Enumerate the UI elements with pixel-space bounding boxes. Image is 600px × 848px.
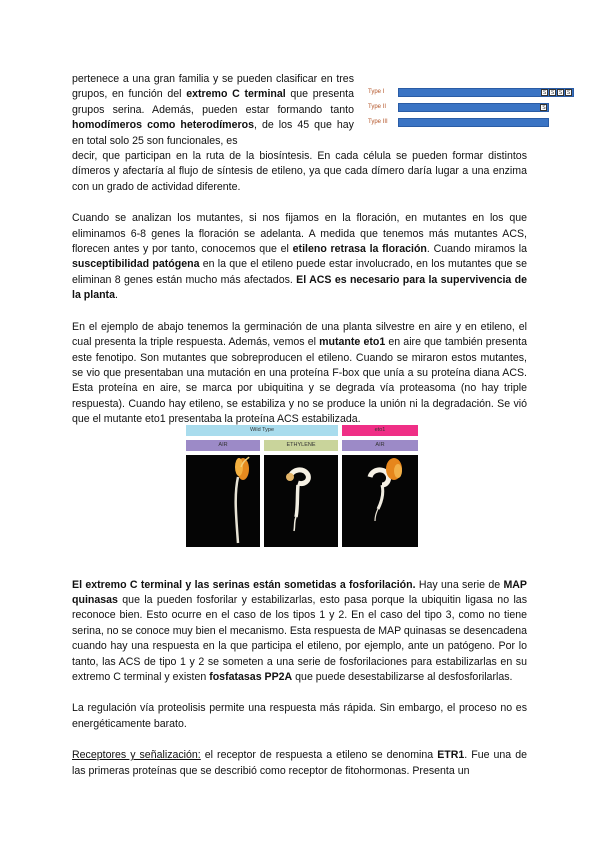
section-heading: Receptores y señalización: <box>72 749 201 762</box>
bold-text: fosfatasas PP2A <box>209 670 293 683</box>
text: En el ejemplo de abajo tenemos la germinación de una planta silvestre en aire y en etileno, el cual presenta la triple respuesta. Además, vemos el <box>72 320 527 349</box>
serine-site-mark: S <box>566 89 571 96</box>
seedling-photo-wt-ethylene <box>264 455 338 547</box>
acs-type-label: Type III <box>368 119 388 125</box>
condition-ethylene: ETHYLENE <box>264 440 338 451</box>
serine-site-mark: S <box>558 89 563 96</box>
text: que presenta grupos serina. Además, pueden estar formando tanto <box>72 88 354 116</box>
seedling-photo-eto1-air <box>342 455 418 547</box>
header-wild-type: Wild Type <box>186 425 338 436</box>
text: pertenece a una gran familia y se pueden clasificar en tres grupos, en función del <box>72 73 354 101</box>
acs-type-row <box>368 86 578 98</box>
paragraph-eto1-example <box>72 320 527 428</box>
paragraph-mutants-flowering <box>72 211 527 303</box>
seedling-photo-wt-air <box>186 455 260 547</box>
bold-text: etileno retrasa la floración <box>292 243 427 256</box>
serine-site-mark: S <box>550 89 555 96</box>
paragraph-proteolysis <box>72 701 527 732</box>
condition-air: AIR <box>342 440 418 451</box>
acs-type-bar <box>398 88 574 97</box>
text: La regulación vía proteolisis permite una respuesta más rápida. Sin embargo, el proceso no es energéticamente barato. <box>72 702 527 730</box>
text: en la que el etileno puede estar involucrado, en los mutantes que se eliminan 8 genes están mucho más afectados. <box>72 258 527 286</box>
bold-text: susceptibilidad patógena <box>72 258 200 271</box>
bold-text: El ACS es necesario para la supervivencia de la planta <box>72 273 527 302</box>
text: Hay una serie de <box>415 578 504 591</box>
text: decir, que participan en la ruta de la biosíntesis. En cada célula se pueden formar distintos dímeros y afectaría al flujo de síntesis de etileno, ya que cada dímero daría lugar a una enzima con un grado de actividad diferente. <box>72 150 527 193</box>
text: Cuando se analizan los mutantes, si nos fijamos en la floración, en mutantes en los que eliminamos 6-8 genes la floración se adelanta. A medida que tenemos más mutantes ACS, florecen antes y por tanto, conocemos que el <box>72 212 527 256</box>
bold-text: ETR1 <box>437 749 465 762</box>
acs-type-row <box>368 116 578 128</box>
bold-text: El extremo C terminal y las serinas están sometidas a fosforilación. <box>72 578 416 591</box>
text: el receptor de respuesta a etileno se denomina <box>200 749 438 762</box>
bold-text: mutante eto1 <box>319 336 386 349</box>
condition-air: AIR <box>186 440 260 451</box>
acs-types-figure <box>368 86 578 131</box>
text: , de los 45 que hay en total solo 25 son funcionales, es <box>72 119 354 147</box>
acs-type-label: Type I <box>368 89 385 95</box>
serine-site-mark: S <box>542 89 547 96</box>
serine-site-mark: S <box>542 104 546 111</box>
seedling-triple-response-figure <box>186 425 418 547</box>
text: . Cuando miramos la <box>426 243 528 256</box>
paragraph-receptors <box>72 748 527 779</box>
acs-type-label: Type II <box>368 104 387 110</box>
bold-text: homodímeros como heterodímeros <box>72 119 254 132</box>
acs-type-row <box>368 101 578 113</box>
bold-text: MAP quinasas <box>72 578 527 606</box>
bold-text: extremo C terminal <box>186 88 286 101</box>
acs-type-bar <box>398 118 549 127</box>
acs-type-bar <box>398 103 549 112</box>
text: . Fue una de las primeras proteínas que se describió como receptor de fitohormonas. Presenta un <box>72 749 527 777</box>
text: que la pueden fosforilar y estabilizarlas, esto pasa porque la ubiquitin ligasa no las reconoce bien. Esto ocurre en el caso de los tipos 1 y 2. En el caso del tipo 3, como no tiene serina, no se conoce muy bien el mecanismo. Esta respuesta de MAP quinasas se desencadena cuando hay una respuesta en la que participa el etileno, por ejemplo, ante un patógeno. Por lo tanto, las ACS de tipo 1 y 2 se someten a una serie de fosforilaciones para estabilizarlas en su extremo C terminal y existen <box>72 593 528 683</box>
text: que puede desestabilizarse al desfosforilarlas. <box>292 670 513 683</box>
header-eto1: eto1 <box>342 425 418 436</box>
paragraph-phosphorylation <box>72 578 527 686</box>
text: en aire que también presenta este fenotipo. Son mutantes que sobreproducen el etileno. Cuando se miraron estos mutantes, se vio que presentaban una mutación en una proteína F-box que unía a su proteína diana ACS. Esta proteína en aire, se marca por ubiquitina y se degrada vía proteasoma (no hay triple respuesta). Cuando hay etileno, se estabiliza y no se produce la unión ni la degradación. Se vió que el mutante eto1 presentaba la proteína ACS estabilizada. <box>72 336 527 426</box>
text: . <box>114 289 118 302</box>
